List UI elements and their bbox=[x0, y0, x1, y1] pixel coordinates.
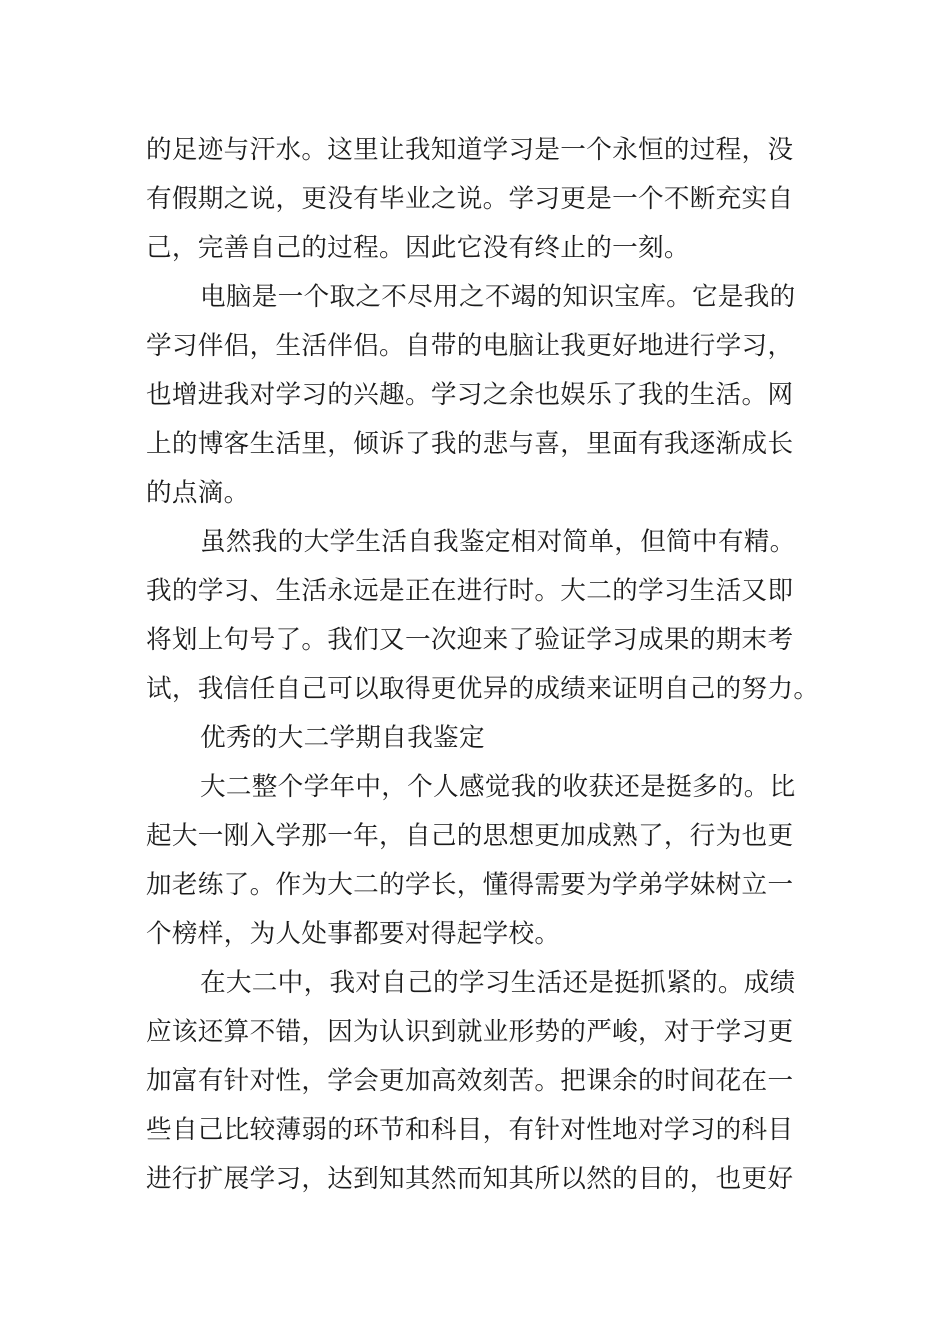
text-line: 己，完善自己的过程。因此它没有终止的一刻。 bbox=[146, 233, 690, 263]
text-line: 学习伴侣，生活伴侣。自带的电脑让我更好地进行学习， bbox=[146, 331, 794, 361]
text-line: 加老练了。作为大二的学长，懂得需要为学弟学妹树立一 bbox=[146, 870, 794, 900]
paragraph-start-line: 虽然我的大学生活自我鉴定相对简单，但简中有精。 bbox=[200, 527, 796, 557]
text-line: 的足迹与汗水。这里让我知道学习是一个永恒的过程，没 bbox=[146, 135, 794, 165]
text-line: 试，我信任自己可以取得更优异的成绩来证明自己的努力。 bbox=[146, 674, 820, 704]
text-line: 起大一刚入学那一年，自己的思想更加成熟了，行为也更 bbox=[146, 821, 794, 851]
text-line: 应该还算不错，因为认识到就业形势的严峻，对于学习更 bbox=[146, 1017, 794, 1047]
text-line: 将划上句号了。我们又一次迎来了验证学习成果的期末考 bbox=[146, 625, 794, 655]
paragraph-start-line: 电脑是一个取之不尽用之不竭的知识宝库。它是我的 bbox=[200, 282, 796, 312]
text-line: 上的博客生活里，倾诉了我的悲与喜，里面有我逐渐成长 bbox=[146, 429, 794, 459]
text-line: 个榜样，为人处事都要对得起学校。 bbox=[146, 919, 561, 949]
text-line: 进行扩展学习，达到知其然而知其所以然的目的，也更好 bbox=[146, 1164, 794, 1194]
text-line: 有假期之说，更没有毕业之说。学习更是一个不断充实自 bbox=[146, 184, 794, 214]
document-body bbox=[146, 126, 820, 1204]
text-line: 加富有针对性，学会更加高效刻苦。把课余的时间花在一 bbox=[146, 1066, 794, 1096]
paragraph-start-line: 大二整个学年中，个人感觉我的收获还是挺多的。比 bbox=[200, 772, 796, 802]
text-line: 我的学习、生活永远是正在进行时。大二的学习生活又即 bbox=[146, 576, 794, 606]
text-line: 也增进我对学习的兴趣。学习之余也娱乐了我的生活。网 bbox=[146, 380, 794, 410]
paragraph-start-line: 在大二中，我对自己的学习生活还是挺抓紧的。成绩 bbox=[200, 968, 796, 998]
section-heading: 优秀的大二学期自我鉴定 bbox=[200, 723, 485, 753]
text-line: 的点滴。 bbox=[146, 478, 250, 508]
text-line: 些自己比较薄弱的环节和科目，有针对性地对学习的科目 bbox=[146, 1115, 794, 1145]
